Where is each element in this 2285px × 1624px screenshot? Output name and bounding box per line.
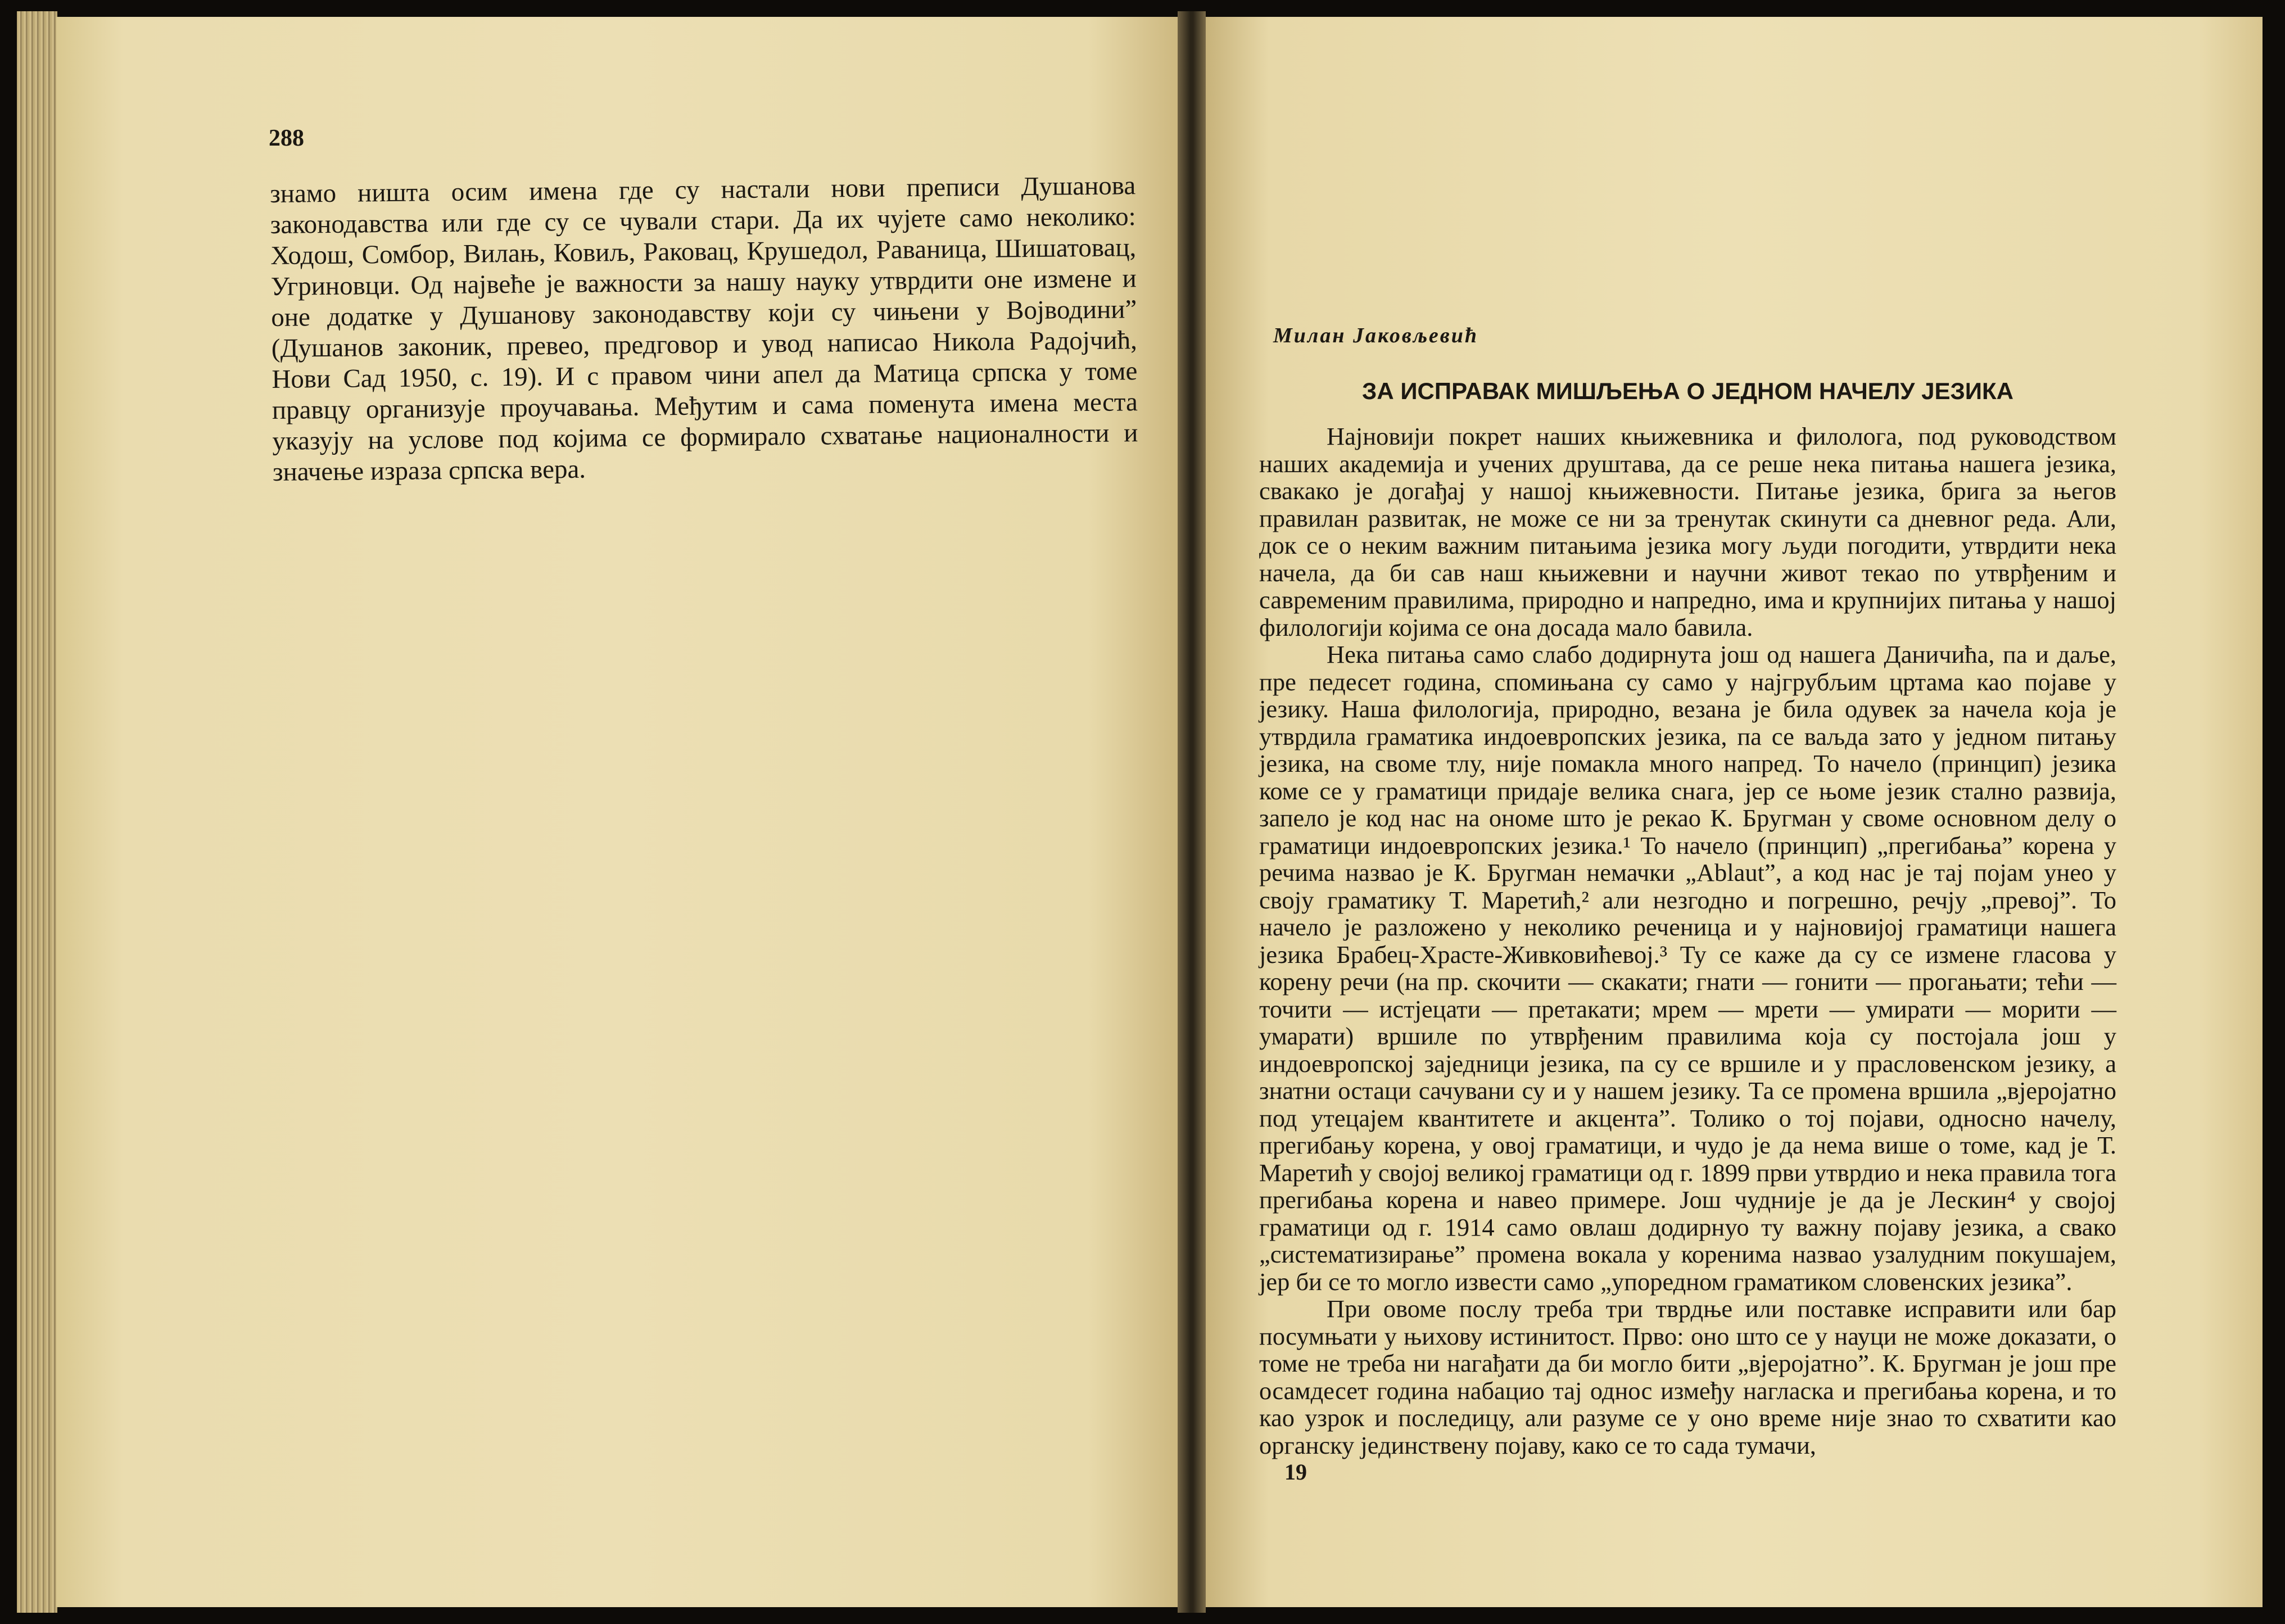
article-paragraph: Најновији покрет наших књижевника и филолога, под руководством наших академија и учених друштава, да се реше нека питања нашега језика, свакако је догађај у нашој књижевности. Питање језика, брига за његов правилан развитак, не може се ни за тренутак скинути са дневног реда. Али, док се о неким важним питањима језика могу људи погодити, утврдити нека начела, да би сав наш књижевни и научни живот текао по утврђеним и савременим правилима, природно и напредно, има и крупнијих питања у нашој филологији којима се она досада мало бавила. [1259,422,2116,641]
article-title: ЗА ИСПРАВАК МИШЉЕЊА О ЈЕДНОМ НАЧЕЛУ ЈЕЗИКА [1362,378,2013,404]
article-author: Милан Јаковљевић [1273,324,1478,347]
article-body [1259,423,2116,1459]
article-paragraph: Нека питања само слабо додирнута још од нашега Даничића, па и даље, пре педесет година, спомињана су само у најгрубљим цртама као појаве у језику. Наша филологија, природно, везана је била одувек за начела која је утврдила граматика индоевропских језика, па се ваљда зато у једном питању језика, на своме тлу, није помакла много напред. То начело (принцип) језика коме се у граматици придаје велика снага, јер се њоме језик стално развија, запело је код нас на ономе што је рекао К. Бругман у своме основном делу о граматици индоевропских језика.¹ То начело (принцип) „прегибања” корена у речима назвао је К. Бругман немачки „Ablaut”, а код нас је тај појам унео у своју граматику Т. Маретић,² али незгодно и погрешно, речју „превој”. То начело је разложено у неколико реченица и у најновијој граматици нашега језика Брабец-Храсте-Живковићевој.³ Ту се каже да су се измене гласова у корену речи (на пр. скочити — скакати; гнати — гонити — прогањати; тећи — точити — истјецати — претакати; мрем — мрети — умирати — морити — умарати) вршиле по утврђеним правилима која су постојала још у индоевропској заједници језика, па су се вршиле и у прасловенском језику, а знатни остаци сачувани су и у нашем језику. Та се промена вршила „вјеројатно под утецајем квантитете и акцента”. Толико о тој појави, односно начелу, прегибању корена, у овој граматици, и чудо је да нема више о томе, кад је Т. Маретић у својој великој граматици од г. 1899 први утврдио и нека правила тога прегибања корена и навео примере. Још чудније је да је Лескин⁴ у својој граматици од г. 1914 само овлаш додирнуо ту важну појаву језика, а свако „систематизирање” промена вокала у коренима назвао узалудним покушајем, јер би се то могло извести само „упоредном граматиком словенских језика”. [1259,640,2116,1296]
article-paragraph: При овоме послу треба три тврдње или поставке исправити или бар посумњати у њихову истинитост. Прво: оно што се у науци не може доказати, о томе не треба ни нагађати да би могло бити „вјеројатно”. К. Бругман је још пре осамдесет година набацио тај однос између нагласка и прегибања корена, и то као узрок и последицу, али разуме се у оно време није знао то схватити као органску јединствену појаву, како се то сада тумачи, [1259,1295,2116,1459]
left-page-number: 288 [269,125,304,151]
left-page-body-text: знамо ништа осим имена где су настали нови преписи Душанова законодавства или где су се чували стари. Да их чујете само неколико: Ходош, Сомбор, Вилањ, Ковиљ, Раковац, Крушедол, Раваница, Шишатовац, Угриновци. Од највеће је важности за нашу науку утврдити оне измене и оне додатке у Душанову законодавству који су чињени у Војводини” (Душанов законик, превео, предговор и увод написао Никола Радојчић, Нови Сад 1950, с. 19). И с правом чини апел да Матица српска у томе правцу организује проучавања. Међутим и сама поменута имена места указују на услове под којима се формирало схватање националности и значење израза српска вера. [270,171,1138,487]
footer-signature-number: 19 [1284,1459,1307,1485]
page-edges [17,11,57,1613]
book-gutter [1178,11,1206,1613]
